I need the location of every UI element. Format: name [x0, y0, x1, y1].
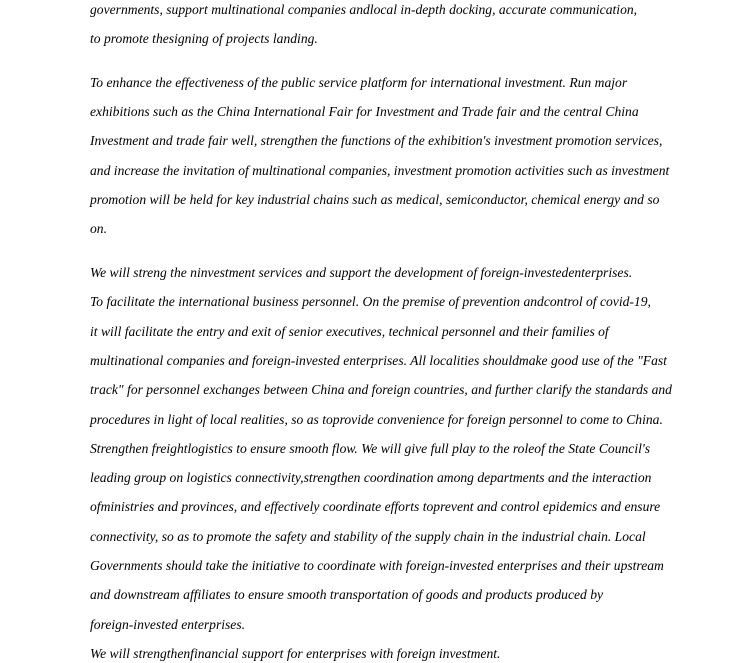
- text-line: procedures in light of local realities, so as toprovide convenience for foreign personnel to come to China.: [90, 412, 663, 427]
- text-line: and increase the invitation of multinational companies, investment promotion activities such as investment: [90, 163, 670, 178]
- text-line: track" for personnel exchanges between China and foreign countries, and further clarify the standards and: [90, 382, 672, 397]
- text-line: multinational companies and foreign-invested enterprises. All localities shouldmake good use of the "Fast: [90, 353, 667, 368]
- text-line: We will strengthenfinancial support for enterprises with foreign investment.: [90, 646, 501, 661]
- text-line: Investment and trade fair well, strengthen the functions of the exhibition's investment promotion services,: [90, 133, 663, 148]
- text-line: leading group on logistics connectivity,strengthen coordination among departments and the interaction: [90, 470, 652, 485]
- text-line: To enhance the effectiveness of the public service platform for international investment. Run major: [90, 75, 628, 90]
- text-line: Governments should take the initiative to coordinate with foreign-invested enterprises and their upstream: [90, 558, 664, 573]
- text-line: governments, support multinational companies andlocal in-depth docking, accurate communication,: [90, 2, 638, 17]
- text-line: and downstream affiliates to ensure smooth transportation of goods and products produced by: [90, 587, 604, 602]
- text-line: promotion will be held for key industrial chains such as medical, semiconductor, chemical energy and so: [90, 192, 660, 207]
- text-line: connectivity, so as to promote the safety and stability of the supply chain in the industrial chain. Local: [90, 529, 646, 544]
- text-line: We will streng the ninvestment services and support the development of foreign-investedenterprises.: [90, 265, 633, 280]
- text-line: to promote thesigning of projects landing.: [90, 31, 318, 46]
- text-line: Strengthen freightlogistics to ensure smooth flow. We will give full play to the roleof the State Council's: [90, 441, 651, 456]
- text-line: To facilitate the international business personnel. On the premise of prevention andcontrol of covid-19,: [90, 294, 651, 309]
- text-line: on.: [90, 221, 107, 236]
- text-line: foreign-invested enterprises.: [90, 617, 246, 632]
- text-line: ofministries and provinces, and effectively coordinate efforts toprevent and control epidemics and ensure: [90, 499, 661, 514]
- text-line: it will facilitate the entry and exit of senior executives, technical personnel and their families of: [90, 324, 609, 339]
- text-line: exhibitions such as the China International Fair for Investment and Trade fair and the central China: [90, 104, 639, 119]
